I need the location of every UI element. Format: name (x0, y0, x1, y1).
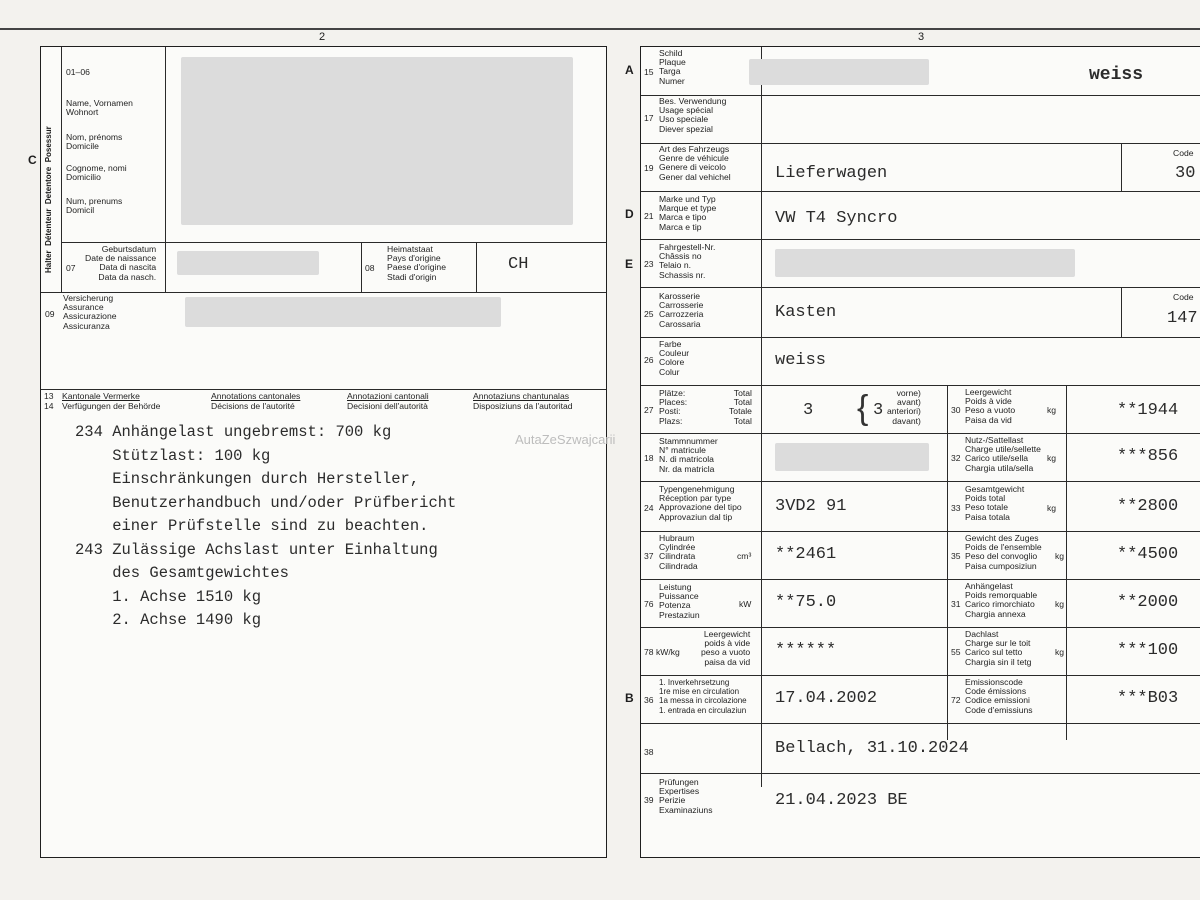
row-55-number: 55 (951, 647, 961, 657)
divider (641, 385, 1200, 386)
remark-line: 243 Zulässige Achslast unter Einhaltung (75, 540, 438, 559)
divider (165, 47, 166, 242)
redacted-birthdate (177, 251, 319, 275)
divider (361, 242, 362, 292)
row-27-label-front: vorne) avant) anteriori) davant) (887, 388, 921, 426)
divider (641, 239, 1200, 240)
type-approval: 3VD2 91 (775, 497, 847, 516)
section-letter-a: A (625, 63, 634, 77)
redacted-plate (749, 59, 929, 85)
row-32-number: 32 (951, 453, 961, 463)
redacted-matricule (775, 443, 929, 471)
row-55-label: Dachlast Charge sur le toit Carico sul tetto Chargia sin il tetg (965, 629, 1032, 667)
displacement: **2461 (775, 545, 837, 564)
row-19-number: 19 (644, 163, 654, 173)
divider (641, 723, 1200, 724)
body-code: 147 (1167, 309, 1198, 328)
divider (61, 242, 606, 243)
divider (1121, 287, 1122, 337)
emission-code: ***B03 (1117, 689, 1179, 708)
row-18-label: Stammnummer N° matricule N. di matricola Nr. da matricla (659, 436, 718, 474)
body-type: Kasten (775, 303, 837, 322)
divider (165, 242, 166, 292)
code-label: Code (1173, 292, 1194, 302)
divider (641, 433, 1200, 434)
divider (641, 773, 1200, 774)
num-label: Num, prenums Domicil (66, 196, 123, 216)
field-08-number: 08 (365, 263, 375, 273)
unit-kg: kg (1047, 503, 1057, 513)
divider (641, 481, 1200, 482)
issue-place-date: Bellach, 31.10.2024 (775, 739, 969, 758)
redacted-chassis (775, 249, 1075, 277)
divider (641, 627, 1200, 628)
vehicle-color: weiss (775, 351, 827, 370)
divider (1066, 385, 1067, 740)
code-label: Code (1173, 148, 1194, 158)
row-15-label: Schild Plaque Targa Numer (659, 48, 686, 86)
row-25-number: 25 (644, 309, 654, 319)
row-27-label: Plätze: Places: Posti: Plazs: (659, 388, 688, 426)
field-13-number: 13 (44, 391, 54, 401)
row-76-number: 76 (644, 599, 654, 609)
right-page (625, 31, 1200, 858)
remark-line: Einschränkungen durch Hersteller, (75, 470, 420, 488)
row-78-label: Leergewicht poids à vide peso a vuoto paisa da vid (701, 629, 751, 667)
payload: ***856 (1117, 447, 1179, 466)
row-37-label: Hubraum Cylindrée Cilindrata Cilindrada (659, 533, 698, 571)
seats-front: 3 (873, 401, 884, 420)
row-30-label: Leergewicht Poids à vide Peso a vuoto Paisa da vid (965, 387, 1016, 425)
remark-line: des Gesamtgewichtes (75, 564, 289, 582)
scan-top-rule (0, 28, 1200, 30)
row-17-number: 17 (644, 113, 654, 123)
origin-value: CH (508, 255, 529, 274)
section-letter-c: C (28, 153, 37, 167)
remark-line: Stützlast: 100 kg (75, 446, 271, 465)
row-27-number: 27 (644, 405, 654, 415)
insurance-label: Versicherung Assurance Assicurazione Assicuranza (63, 293, 117, 331)
field-14-rm: Disposiziuns da l'autoritad (473, 401, 573, 411)
train-weight: **4500 (1117, 545, 1179, 564)
section-letter-d: D (625, 207, 634, 221)
redacted-insurance (185, 297, 501, 327)
field-14-fr: Décisions de l'autorité (211, 401, 295, 411)
first-registration: 17.04.2002 (775, 689, 878, 708)
birthdate-label: Geburtsdatum Date de naissance Data di nascita Data da nasch. (85, 244, 157, 282)
holder-vertical-label: Halter Détenteur Detentore Posessur (44, 126, 53, 273)
divider (641, 191, 1200, 192)
divider (641, 531, 1200, 532)
divider (947, 385, 948, 740)
divider (476, 242, 477, 292)
row-24-number: 24 (644, 503, 654, 513)
field-0106-number: 01–06 (66, 67, 90, 77)
remarks-block (75, 421, 456, 633)
divider (641, 675, 1200, 676)
row-30-number: 30 (951, 405, 961, 415)
row-33-label: Gesamtgewicht Poids total Peso totale Paisa totala (965, 484, 1025, 522)
empty-weight: **1944 (1117, 401, 1179, 420)
row-39-number: 39 (644, 795, 654, 805)
row-36-label: 1. Inverkehrsetzung 1re mise en circulation 1a messa in circolazione 1. entrada en circulaziun (659, 678, 747, 715)
field-13-rm: Annotaziuns chantunalas (473, 391, 570, 401)
unit-kg: kg (1055, 647, 1065, 657)
page-number-left: 2 (319, 31, 326, 43)
row-23-label: Fahrgestell-Nr. Châssis no Telaio n. Schassis nr. (659, 242, 716, 280)
roof-load: ***100 (1117, 641, 1179, 660)
divider (41, 389, 606, 390)
plate-color: weiss (1089, 65, 1144, 85)
unit-cm3: cm³ (737, 551, 752, 561)
unit-kg: kg (1055, 551, 1065, 561)
row-26-label: Farbe Couleur Colore Colur (659, 339, 690, 377)
row-32-label: Nutz-/Sattellast Charge utile/sellette Carico utile/sella Chargia utila/sella (965, 435, 1041, 473)
divider (761, 47, 762, 787)
row-19-label: Art des Fahrzeugs Genre de véhicule Genere di veicolo Gener dal vehichel (659, 144, 731, 182)
origin-label: Heimatstaat Pays d'origine Paese d'origine Stadi d'origin (387, 244, 446, 282)
row-18-number: 18 (644, 453, 654, 463)
row-27-label-total: Total Total Totale Total (729, 388, 752, 426)
row-31-label: Anhängelast Poids remorquable Carico rimorchiato Chargia annexa (965, 581, 1038, 619)
brace: { (857, 389, 869, 427)
row-78-number: 78 kW/kg (644, 647, 680, 657)
row-21-label: Marke und Typ Marque et type Marca e tipo Marca e tip (659, 194, 717, 232)
field-14-label: Verfügungen der Behörde (62, 401, 161, 411)
power: **75.0 (775, 593, 837, 612)
field-13-fr: Annotations cantonales (211, 391, 301, 401)
row-72-label: Emissionscode Code émissions Codice emissioni Code d'emissiuns (965, 677, 1033, 715)
row-35-number: 35 (951, 551, 961, 561)
row-17-label: Bes. Verwendung Usage spécial Uso speciale Diever spezial (659, 96, 727, 134)
remark-line: 2. Achse 1490 kg (75, 611, 262, 629)
row-33-number: 33 (951, 503, 961, 513)
divider (1121, 143, 1122, 191)
gross-weight: **2800 (1117, 497, 1179, 516)
inspection: 21.04.2023 BE (775, 791, 908, 810)
remark-line: 1. Achse 1510 kg (75, 587, 262, 606)
row-39-label: Prüfungen Expertises Perizie Examinaziuns (659, 777, 713, 815)
row-23-number: 23 (644, 259, 654, 269)
divider (41, 292, 606, 293)
section-letter-e: E (625, 257, 634, 271)
row-38-number: 38 (644, 747, 654, 757)
row-72-number: 72 (951, 695, 961, 705)
divider (641, 287, 1200, 288)
field-13-label: Kantonale Vermerke (62, 391, 140, 401)
row-76-label: Leistung Puissance Potenza Prestaziun (659, 582, 700, 620)
seats-total: 3 (803, 401, 814, 420)
unit-kg: kg (1055, 599, 1065, 609)
watermark: AutaZeSzwajcarii (515, 432, 616, 447)
field-09-number: 09 (45, 309, 55, 319)
divider (641, 337, 1200, 338)
make-model: VW T4 Syncro (775, 209, 898, 228)
remark-line: Benutzerhandbuch und/oder Prüfbericht (75, 493, 457, 512)
divider (61, 47, 62, 292)
section-letter-b: B (625, 691, 634, 705)
vehicle-type: Lieferwagen (775, 164, 888, 183)
row-37-number: 37 (644, 551, 654, 561)
cognome-label: Cognome, nomi Domicilio (66, 163, 127, 183)
redacted-holder-name (181, 57, 573, 225)
vehicle-type-code: 30 (1175, 164, 1196, 183)
row-21-number: 21 (644, 211, 654, 221)
row-35-label: Gewicht des Zuges Poids de l'ensemble Peso del convoglio Paisa cumposiziun (965, 533, 1042, 571)
trailer-load: **2000 (1117, 593, 1179, 612)
row-26-number: 26 (644, 355, 654, 365)
remark-line: 234 Anhängelast ungebremst: 700 kg (75, 423, 392, 441)
power-weight-ratio: ****** (775, 641, 837, 660)
row-31-number: 31 (951, 599, 961, 609)
name-label: Name, Vornamen Wohnort (66, 98, 133, 118)
row-15-number: 15 (644, 67, 654, 77)
row-36-number: 36 (644, 695, 654, 705)
unit-kg: kg (1047, 405, 1057, 415)
row-24-label: Typengenehmigung Réception par type Approvazione del tipo Approvaziun dal tip (659, 484, 742, 522)
nom-label: Nom, prénoms Domicile (66, 132, 123, 152)
field-07-number: 07 (66, 263, 76, 273)
field-13-it: Annotazioni cantonali (347, 391, 429, 401)
field-14-number: 14 (44, 401, 54, 411)
left-page (28, 31, 607, 858)
row-25-label: Karosserie Carrosserie Carrozzeria Carossaria (659, 291, 704, 329)
remark-line: einer Prüfstelle sind zu beachten. (75, 517, 429, 535)
divider (641, 579, 1200, 580)
page-number-right: 3 (918, 31, 925, 43)
field-14-it: Decisioni dell'autorità (347, 401, 428, 411)
unit-kw: kW (739, 599, 752, 609)
unit-kg: kg (1047, 453, 1057, 463)
